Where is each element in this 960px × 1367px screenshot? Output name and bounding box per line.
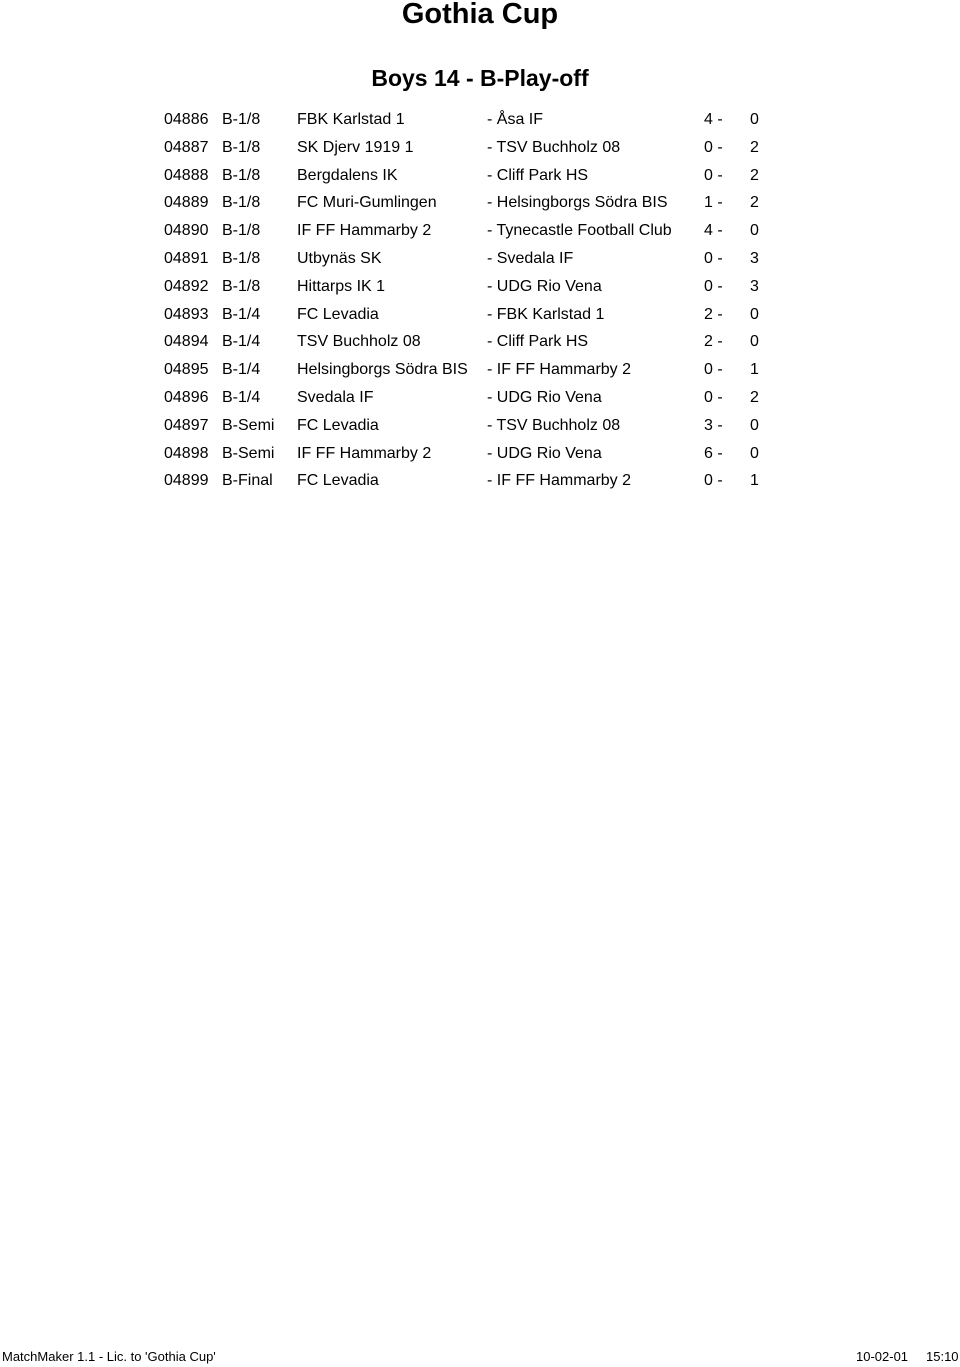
away-team: - Helsingborgs Södra BIS <box>487 194 668 212</box>
home-score: 0 - <box>704 166 723 184</box>
home-score: 4 - <box>704 111 723 128</box>
home-score: 6 - <box>704 444 723 462</box>
home-score: 2 - <box>704 305 723 323</box>
home-team: FC Levadia <box>297 305 379 323</box>
away-score: 0 <box>750 333 759 351</box>
home-score: 1 - <box>704 194 723 212</box>
home-score: 0 - <box>704 138 723 156</box>
match-list <box>0 106 960 495</box>
away-score: 0 <box>750 305 759 323</box>
away-score: 3 <box>750 277 759 295</box>
away-score: 2 <box>750 388 759 406</box>
match-row <box>0 356 960 384</box>
match-row <box>0 162 960 190</box>
away-score: 2 <box>750 194 759 212</box>
away-team: - Cliff Park HS <box>487 166 589 184</box>
home-score: 0 - <box>704 249 723 267</box>
away-score: 3 <box>750 249 759 267</box>
home-team: Bergdalens IK <box>297 166 398 184</box>
home-team: TSV Buchholz 08 <box>297 333 421 351</box>
match-row <box>0 273 960 301</box>
match-round: B-1/8 <box>222 222 261 240</box>
home-score: 0 - <box>704 361 723 379</box>
footer-date: 10-02-01 <box>856 1349 909 1364</box>
match-number: 04887 <box>164 138 209 156</box>
match-round: B-Semi <box>222 444 275 462</box>
away-team: - TSV Buchholz 08 <box>487 416 621 434</box>
document-title: Gothia Cup <box>401 0 559 30</box>
away-team: - FBK Karlstad 1 <box>487 305 605 323</box>
match-number: 04888 <box>164 166 209 184</box>
match-number: 04897 <box>164 416 209 434</box>
home-team: IF FF Hammarby 2 <box>297 444 432 462</box>
home-team: Hittarps IK 1 <box>297 277 386 295</box>
away-team: - UDG Rio Vena <box>487 388 602 406</box>
away-score: 0 <box>750 444 759 462</box>
match-number: 04898 <box>164 444 209 462</box>
match-row <box>0 384 960 412</box>
away-team: - IF FF Hammarby 2 <box>487 361 632 379</box>
home-team: FC Muri-Gumlingen <box>297 194 437 212</box>
home-score: 4 - <box>704 222 723 240</box>
away-score: 1 <box>750 472 759 490</box>
home-team: FBK Karlstad 1 <box>297 111 405 128</box>
match-number: 04892 <box>164 277 209 295</box>
away-score: 2 <box>750 166 759 184</box>
away-score: 0 <box>750 111 759 128</box>
page-footer <box>0 1347 960 1367</box>
match-round: B-1/8 <box>222 194 261 212</box>
home-score: 0 - <box>704 388 723 406</box>
home-team: Helsingborgs Södra BIS <box>297 361 468 379</box>
match-row <box>0 134 960 162</box>
away-score: 0 <box>750 416 759 434</box>
away-team: - Svedala IF <box>487 249 574 267</box>
home-team: IF FF Hammarby 2 <box>297 222 432 240</box>
match-row <box>0 412 960 440</box>
match-round: B-1/4 <box>222 361 261 379</box>
match-number: 04899 <box>164 472 209 490</box>
home-team: Utbynäs SK <box>297 249 382 267</box>
match-row <box>0 217 960 245</box>
away-score: 2 <box>750 138 759 156</box>
match-number: 04886 <box>164 111 209 128</box>
match-number: 04891 <box>164 249 209 267</box>
match-round: B-1/4 <box>222 333 261 351</box>
match-round: B-Final <box>222 472 273 490</box>
home-team: Svedala IF <box>297 388 374 406</box>
home-team: FC Levadia <box>297 472 379 490</box>
section-title: Boys 14 - B-Play-off <box>371 65 589 91</box>
footer-time: 15:10 <box>926 1349 959 1364</box>
match-number: 04896 <box>164 388 209 406</box>
home-team: SK Djerv 1919 1 <box>297 138 414 156</box>
home-score: 3 - <box>704 416 723 434</box>
away-team: - UDG Rio Vena <box>487 444 602 462</box>
footer-software-license: MatchMaker 1.1 - Lic. to 'Gothia Cup' <box>2 1349 216 1364</box>
match-round: B-1/4 <box>222 388 261 406</box>
match-round: B-1/8 <box>222 166 261 184</box>
match-number: 04890 <box>164 222 209 240</box>
match-round: B-1/4 <box>222 305 261 323</box>
away-team: - Tynecastle Football Club <box>487 222 672 240</box>
match-row <box>0 440 960 468</box>
away-team: - UDG Rio Vena <box>487 277 602 295</box>
away-score: 1 <box>750 361 759 379</box>
match-row <box>0 106 960 134</box>
match-round: B-1/8 <box>222 111 261 128</box>
match-number: 04889 <box>164 194 209 212</box>
match-round: B-1/8 <box>222 277 261 295</box>
home-score: 0 - <box>704 472 723 490</box>
match-row <box>0 245 960 273</box>
home-team: FC Levadia <box>297 416 379 434</box>
match-row <box>0 328 960 356</box>
match-round: B-Semi <box>222 416 275 434</box>
match-number: 04895 <box>164 361 209 379</box>
away-team: - Cliff Park HS <box>487 333 589 351</box>
match-number: 04893 <box>164 305 209 323</box>
match-round: B-1/8 <box>222 249 261 267</box>
away-team: - TSV Buchholz 08 <box>487 138 621 156</box>
match-round: B-1/8 <box>222 138 261 156</box>
home-score: 0 - <box>704 277 723 295</box>
match-row <box>0 467 960 495</box>
home-score: 2 - <box>704 333 723 351</box>
match-number: 04894 <box>164 333 209 351</box>
away-team: - Åsa IF <box>487 111 544 128</box>
away-team: - IF FF Hammarby 2 <box>487 472 632 490</box>
match-row <box>0 301 960 329</box>
away-score: 0 <box>750 222 759 240</box>
match-row <box>0 189 960 217</box>
